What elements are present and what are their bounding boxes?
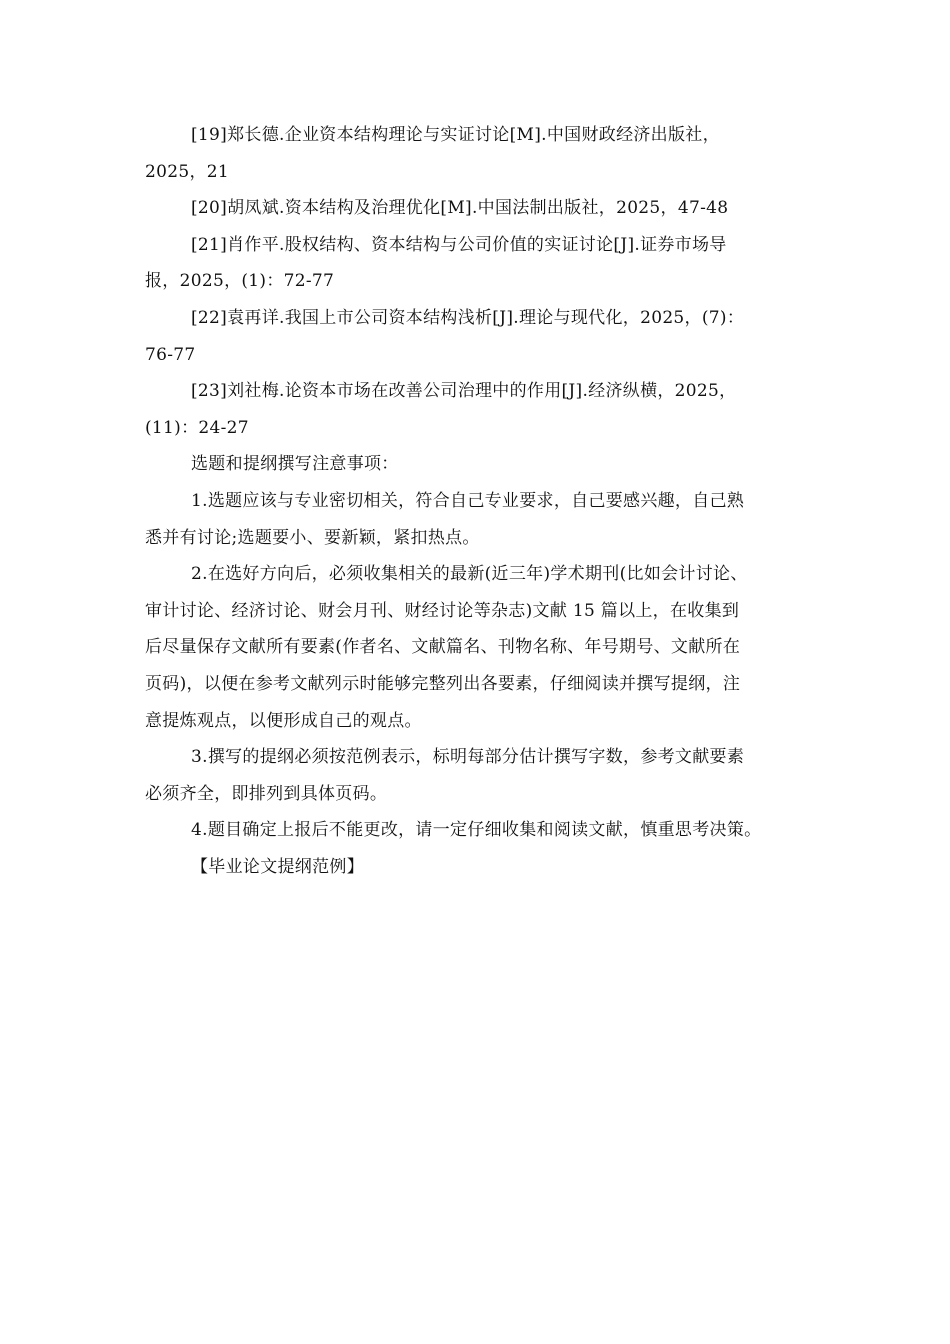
note-1-line-2: 悉并有讨论;选题要小、要新颖，紧扣热点。 — [145, 527, 480, 548]
note-3-line-2: 必须齐全，即排列到具体页码。 — [145, 783, 388, 804]
notes-heading — [145, 446, 810, 483]
reference-19-line-1: [19]郑长德.企业资本结构理论与实证讨论[M].中国财政经济出版社， — [191, 125, 720, 145]
reference-21-line-2: 报，2025，(1)：72-77 — [145, 271, 335, 292]
note-2-line-5: 意提炼观点，以便形成自己的观点。 — [145, 710, 422, 731]
reference-21 — [145, 227, 810, 300]
note-2-line-2: 审计讨论、经济讨论、财会月刊、财经讨论等杂志)文献 15 篇以上，在收集到 — [145, 600, 740, 621]
reference-20-line-1: [20]胡凤斌.资本结构及治理优化[M].中国法制出版社，2025，47-48 — [191, 198, 729, 219]
note-2-line-3: 后尽量保存文献所有要素(作者名、文献篇名、刊物名称、年号期号、文献所在 — [145, 637, 741, 658]
note-4-line-1: 4.题目确定上报后不能更改，请一定仔细收集和阅读文献，慎重思考决策。 — [191, 820, 762, 841]
reference-23 — [145, 373, 810, 446]
reference-23-line-2: (11)：24-27 — [145, 417, 249, 438]
example-heading — [145, 849, 810, 886]
notes-heading-text: 选题和提纲撰写注意事项： — [191, 454, 399, 475]
note-2 — [145, 556, 810, 739]
note-4 — [145, 812, 810, 849]
example-heading-text: 【毕业论文提纲范例】 — [191, 856, 364, 877]
note-3 — [145, 739, 810, 812]
reference-20 — [145, 190, 810, 227]
reference-21-line-1: [21]肖作平.股权结构、资本结构与公司价值的实证讨论[J].证券市场导 — [191, 234, 727, 255]
reference-23-line-1: [23]刘社梅.论资本市场在改善公司治理中的作用[J].经济纵横，2025， — [191, 381, 737, 402]
reference-19 — [145, 117, 810, 190]
reference-22-line-2: 76-77 — [145, 344, 196, 365]
note-3-line-1: 3.撰写的提纲必须按范例表示，标明每部分估计撰写字数，参考文献要素 — [191, 747, 745, 768]
note-1-line-1: 1.选题应该与专业密切相关，符合自己专业要求，自己要感兴趣，自己熟 — [191, 490, 745, 511]
document-body — [145, 117, 810, 885]
note-2-line-4: 页码)，以便在参考文献列示时能够完整列出各要素，仔细阅读并撰写提纲，注 — [145, 673, 741, 694]
note-2-line-1: 2.在选好方向后，必须收集相关的最新(近三年)学术期刊(比如会计讨论、 — [191, 564, 748, 585]
reference-22 — [145, 300, 810, 373]
reference-19-line-2: 2025，21 — [145, 161, 229, 182]
note-1 — [145, 483, 810, 556]
reference-22-line-1: [22]袁再详.我国上市公司资本结构浅析[J].理论与现代化，2025，(7)： — [191, 307, 745, 328]
